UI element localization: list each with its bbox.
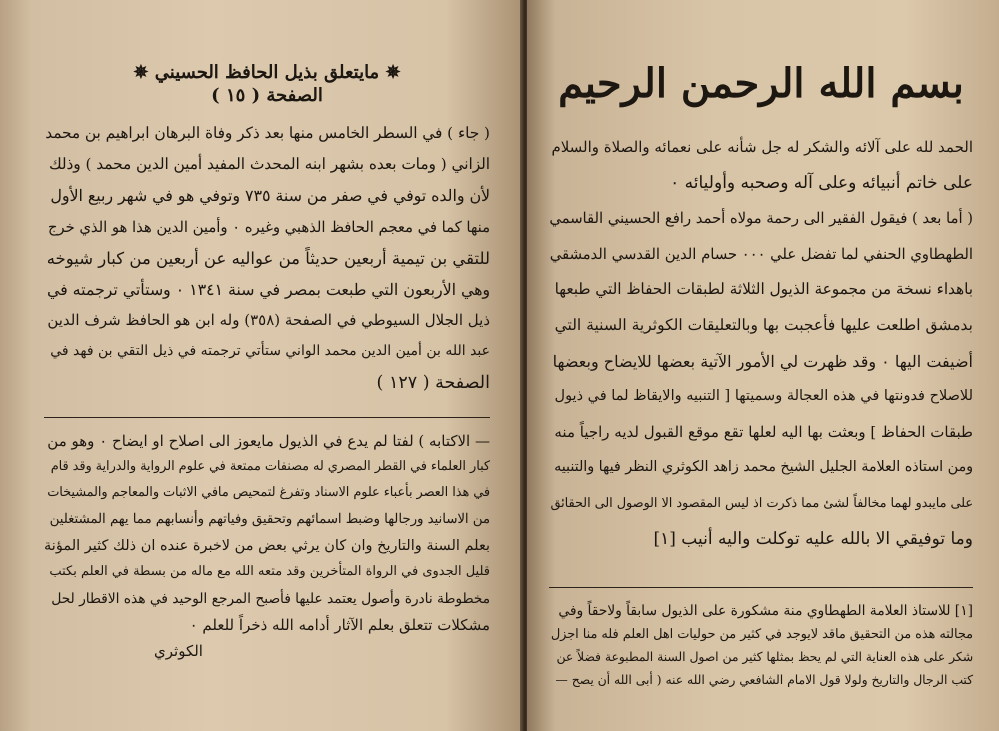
text-line: باهداء نسخة من مجموعة الذيول الثلاثة لطبقات الحفاظ التي طبعها	[554, 280, 973, 299]
footnote-divider	[44, 417, 490, 418]
footnote-line: [١] للاستاذ العلامة الطهطاوي منة مشكورة على الذيول سابقاً ولاحقاً وفي	[558, 603, 973, 620]
footnote-line: قليل الجدوى في الرواة المتأخرين وقد متعه الله مع ماله من بسطة في العلم بكتب	[49, 564, 490, 580]
footnote-line: شكر على هذه العناية التي لم يحظ بمثلها كثير من اصول السنة المطبوعة فضلاً عن	[556, 650, 973, 665]
basmala-calligraphy: بسم الله الرحمن الرحيم	[558, 60, 964, 107]
text-line: ومن استاذه العلامة الجليل الشيخ محمد زاهد الكوثري النظر فيها والتنبيه	[554, 459, 973, 476]
text-line: ذيل الجلال السيوطي في الصفحة (٣٥٨) وله ابن هو الحافظ شرف الدين	[47, 311, 490, 330]
text-line: وما توفيقي الا بالله عليه توكلت واليه أنيب [١]	[653, 528, 973, 549]
footnote-line: مخطوطة نادرة وأصول يعتمد عليها فأصبح المرجع الوحيد في هذه الاقطار لحل	[51, 590, 490, 607]
body-text	[549, 130, 973, 557]
footnote-block	[549, 600, 973, 692]
text-line: طبقات الحفاظ ] وبعثت بها اليه لعلها تقع موقع القبول لديه راجياً منه	[554, 422, 973, 441]
text-line: لأن والده توفي في صفر من سنة ٧٣٥ وتوفي هو في شهر ربيع الأول	[50, 186, 490, 206]
footnote-line: في هذا العصر بأعباء علوم الاسناد وتفرغ لتمحيص مافي الاثبات والمعاجم والمشيخات	[47, 485, 490, 501]
text-line: ( جاء ) في السطر الخامس منها بعد ذكر وفاة البرهان ابراهيم بن محمد	[45, 124, 490, 142]
footnote-line: من الاسانيد ورجالها وضبط اسمائهم وتحقيق وفياتهم وأنسابهم مما يهم المشتغلين	[49, 511, 490, 527]
text-line: على خاتم أنبيائه وعلى آله وصحبه وأوليائه ٠	[670, 172, 973, 193]
footnote-line: كبار العلماء في القطر المصري له مصنفات ممتعة في علوم الرواية والدراية وقد قام	[50, 459, 490, 475]
body-text	[44, 118, 490, 399]
text-line: أضيفت اليها ٠ وقد ظهرت لي الأمور الآتية بعضها للايضاح وبعضها	[552, 351, 973, 371]
footnote-block	[44, 428, 490, 664]
page-reference: الصفحة ( ١٥ )	[211, 85, 323, 106]
page-heading: ✵ مايتعلق بذيل الحافظ الحسيني ✵	[133, 62, 401, 83]
footnote-line: مشكلات تتعلق بعلم الآثار أدامه الله ذخراً للعلم ٠	[189, 615, 490, 634]
text-line: منها كما في معجم الحافظ الذهبي وغيره ٠ وأمين الدين هذا هو الذي خرج	[47, 218, 490, 236]
text-line: بدمشق اطلعت عليها فأعجبت بها وبالتعليقات الكوثرية السنية التي	[554, 315, 973, 334]
text-line: الحمد لله على آلائه والشكر له جل شأنه على نعمائه والصلاة والسلام	[551, 138, 973, 156]
footnote-line: بعلم السنة والتاريخ وان كان يرثي بعض من لاخبرة عنده ان ذلك كثير المؤنة	[44, 538, 490, 555]
text-line: الصفحة ( ١٢٧ )	[376, 372, 490, 393]
basmala-header	[549, 60, 973, 118]
text-line: عبد الله بن أمين الدين محمد الواني ستأتي ترجمته في ذيل التقي بن فهد في	[50, 343, 490, 360]
text-line: ( أما بعد ) فيقول الفقير الى رحمة مولاه أحمد رافع الحسيني القاسمي	[549, 210, 973, 228]
text-line: للاصلاح فدونتها في هذه العجالة وسميتها [ التنبيه والايقاظ لما في ذيول	[554, 388, 973, 405]
text-line: للتقي بن تيمية أربعين حديثاً من عواليه عن أربعين من كبار شيوخه	[46, 248, 490, 268]
footnote-line: كتب الرجال والتاريخ ولولا قول الامام الشافعي رضي الله عنه ( أبى الله أن يصح —	[555, 673, 973, 688]
text-line: وهي الأربعون التي طبعت بمصر في سنة ١٣٤١ ٠ وستأتي ترجمته في	[46, 280, 490, 300]
text-line: على مايبدو لهما مخالفاً لشئ مما ذكرت اذ ليس المقصود الا الوصول الى الحقائق	[550, 495, 973, 511]
signature: الكوثري	[154, 642, 203, 661]
footnote-line: مجالته هذه من التحقيق ماقد لايوجد في كثير من حوليات اهل العلم فله منا اجزل	[550, 627, 973, 643]
text-line: الطهطاوي الحنفي لما تفضل علي ٠٠٠ حسام الدين القدسي الدمشقي	[549, 245, 973, 263]
footnote-divider	[549, 587, 973, 588]
footnote-line: — الاكتابه ) لفتا لم يدع في الذيول مايعوز الى اصلاح او ايضاح ٠ وهو من	[47, 431, 490, 450]
right-page	[527, 0, 999, 731]
text-line: الزاني ( ومات بعده بشهر ابنه المحدث المفيد أمين الدين محمد ) وذلك	[48, 155, 490, 174]
